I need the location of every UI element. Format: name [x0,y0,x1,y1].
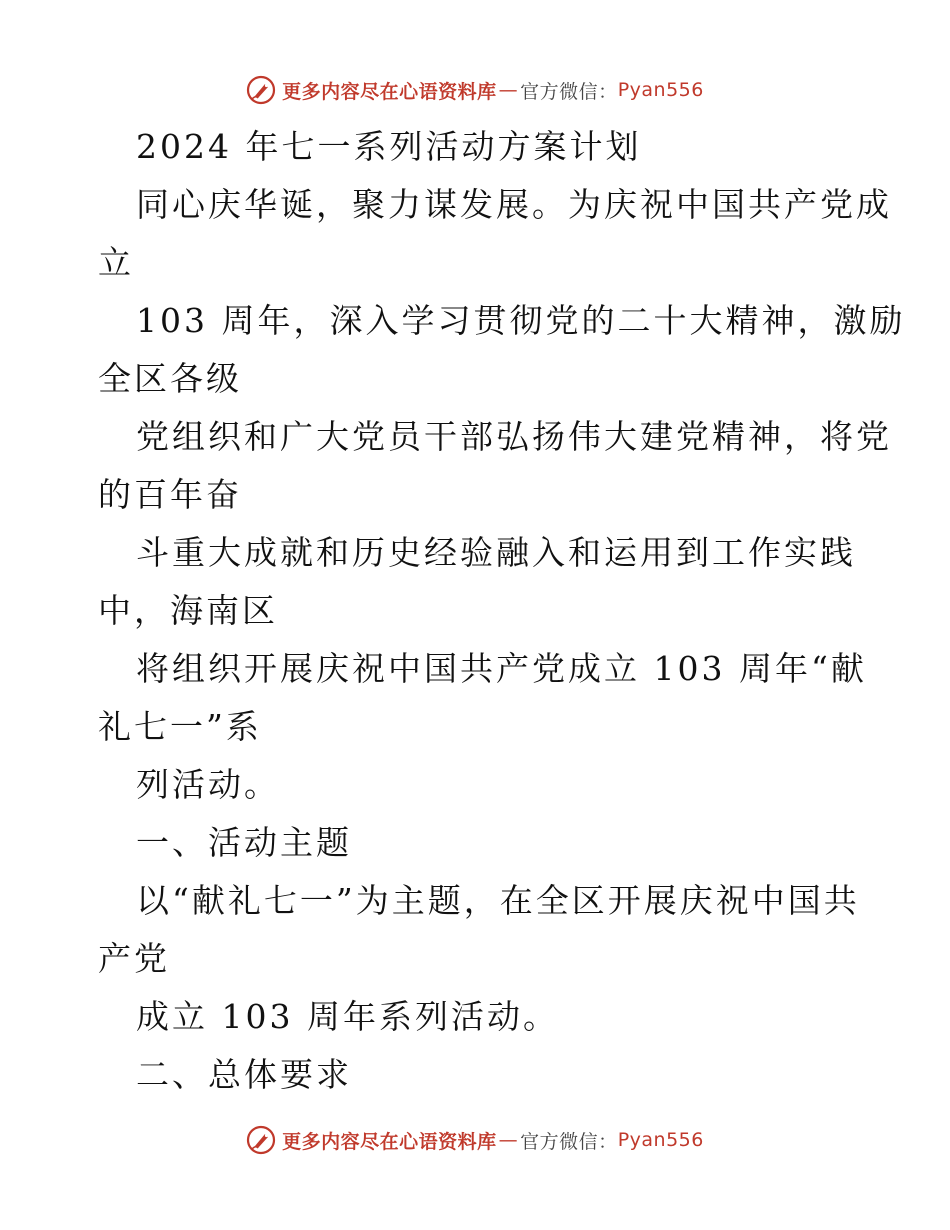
watermark-official-label: 官方微信： [520,1130,618,1153]
section-heading: 二、总体要求 [136,1055,352,1094]
watermark-separator: — [498,1129,519,1151]
paragraph-line: 成立 103 周年系列活动。 [136,997,559,1036]
pen-nib-logo-icon [246,1125,276,1155]
watermark-official-label: 官方微信： [520,80,618,103]
paragraph-line: 全区各级 [98,359,242,398]
watermark-separator: — [498,79,519,101]
header-watermark [0,70,950,110]
paragraph-line: 产党 [98,939,170,978]
watermark-wechat-id: Pyan556 [617,1129,704,1151]
watermark-wechat-id: Pyan556 [617,79,704,101]
paragraph-line: 列活动。 [136,765,280,804]
footer-watermark [0,1120,950,1160]
watermark-brand: 更多内容尽在心语资料库 [282,80,497,103]
paragraph-line: 将组织开展庆祝中国共产党成立 103 周年“献 [136,649,867,688]
paragraph-line: 同心庆华诞，聚力谋发展。为庆祝中国共产党成 [136,185,892,224]
section-heading: 一、活动主题 [136,823,352,862]
paragraph-line: 斗重大成就和历史经验融入和运用到工作实践 [136,533,856,572]
document-body [98,118,906,1104]
paragraph-line: 以“献礼七一”为主题，在全区开展庆祝中国共 [136,881,860,920]
paragraph-line: 礼七一”系 [98,707,262,746]
pen-nib-logo-icon [246,75,276,105]
paragraph-line: 的百年奋 [98,475,242,514]
paragraph-line: 中，海南区 [98,591,278,630]
paragraph-line: 103 周年，深入学习贯彻党的二十大精神，激励 [136,301,906,340]
paragraph-line: 党组织和广大党员干部弘扬伟大建党精神，将党 [136,417,892,456]
paragraph-line: 立 [98,243,134,282]
document-title: 2024 年七一系列活动方案计划 [136,127,642,166]
watermark-brand: 更多内容尽在心语资料库 [282,1130,497,1153]
